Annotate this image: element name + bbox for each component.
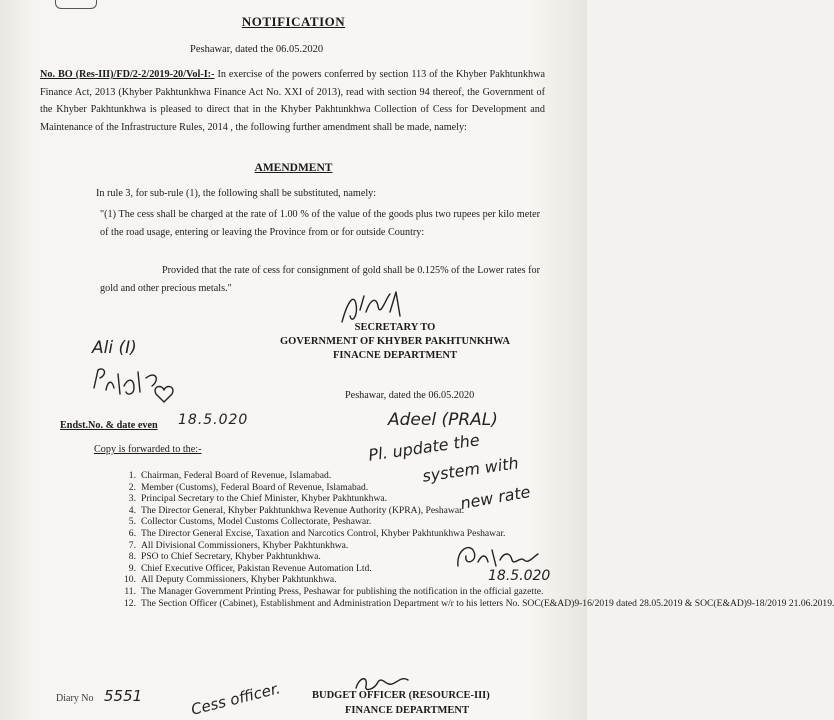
handwritten-note-line-2: system with — [421, 453, 520, 486]
endst-issue-date: Peshawar, dated the 06.05.2020 — [345, 390, 475, 401]
recipient-item: 7. All Divisional Commissioners, Khyber Pakhtunkhwa. — [128, 539, 349, 551]
cess-rate-text: "(1) The cess shall be charged at the rate of 1.00 % of the value of the goods plus two rupees per kilo meter of the road usage, entering or leaving the Province from or for outside Country: — [100, 209, 540, 238]
handwritten-diary-number: 5551 — [104, 687, 143, 705]
issue-date: Peshawar, dated the 06.05.2020 — [190, 44, 324, 55]
diary-number-label: Diary No — [56, 693, 94, 704]
document-title: NOTIFICATION — [241, 14, 346, 29]
handwritten-cess-officer: Cess officer. — [189, 679, 283, 719]
header-seal-edge — [55, 0, 97, 9]
recipient-item: 9. Chief Executive Officer, Pakistan Revenue Automation Ltd. — [128, 562, 372, 574]
recipient-item: 10. All Deputy Commissioners, Khyber Pakhtunkhwa. — [124, 574, 337, 586]
handwritten-note-line-1: Pl. update the — [367, 430, 481, 465]
reference-number: No. BO (Res-III)/FD/2-2/2019-20/Vol-I:- — [40, 69, 215, 80]
copy-forwarded-label: Copy is forwarded to the:- — [94, 444, 202, 455]
handwritten-adeel: Adeel (PRAL) — [388, 410, 498, 430]
amendment-heading: AMENDMENT — [254, 162, 333, 174]
recipient-item: 5. Collector Customs, Model Customs Collectorate, Peshawar. — [128, 516, 372, 528]
recipient-item: 12. The Section Officer (Cabinet), Establishment and Administration Department w/r to his letters No. SOC(E&AD)9-16/2019 dated 28.05.2019 & SOC(E&AD)9-18/2019 21.06.2019. — [124, 597, 834, 609]
proviso-text: Provided that the rate of cess for consignment of gold shall be 0.125% of the Lower rates for gold and other precious metals." — [100, 265, 540, 294]
endst-label: Endst.No. & date even — [60, 420, 158, 431]
handwritten-ali: Ali (I) — [92, 338, 137, 358]
handwritten-endst-date: 18.5.020 — [178, 412, 249, 428]
signatory-line-2: GOVERNMENT OF KHYBER PAKHTUNKHWA — [280, 336, 510, 347]
handwritten-sign-date: 18.5.020 — [488, 568, 551, 584]
budget-officer-department: FINANCE DEPARTMENT — [345, 705, 469, 716]
signatory-line-3: FINACNE DEPARTMENT — [333, 350, 457, 361]
initials-signature — [90, 364, 190, 406]
recipient-item: 4. The Director General, Khyber Pakhtunkhwa Revenue Authority (KPRA), Peshawar. — [128, 504, 465, 516]
intro-paragraph — [40, 66, 545, 136]
recipient-item: 1. Chairman, Federal Board of Revenue, Islamabad. — [128, 470, 332, 481]
recipient-item: 3. Principal Secretary to the Chief Minister, Khyber Pakhtunkhwa. — [128, 493, 388, 505]
budget-officer-title: BUDGET OFFICER (RESOURCE-III) — [312, 690, 490, 701]
handwritten-note-line-3: new rate — [458, 482, 532, 513]
recipient-item: 2. Member (Customs), Federal Board of Revenue, Islamabad. — [128, 481, 369, 493]
recipient-item: 6. The Director General Excise, Taxation and Narcotics Control, Khyber Pakhtunkhwa Peshawar. — [128, 527, 506, 539]
intro-text: In exercise of the powers conferred by section 113 of the Khyber Pakhtunkhwa Finance Act, 2013 (Khyber Pakhtunkhwa Finance Act No. XXI of 2013), read with section 94 thereof, the Government of the Khyber Pakhtunkhwa is pleased to direct that in the Khyber Pakhtunkhwa Collection of Cess for Development and Maintenance of the Infrastructure Rules, 2014 , the following further amendment shall be made, namely: — [40, 69, 546, 133]
rule-text: In rule 3, for sub-rule (1), the following shall be substituted, namely: — [96, 188, 377, 199]
recipient-item: 11. The Manager Government Printing Press, Peshawar for publishing the notification in the official gazette. — [124, 585, 544, 597]
signatory-line-1: SECRETARY TO — [354, 322, 436, 333]
recipient-item: 8. PSO to Chief Secretary, Khyber Pakhtunkhwa. — [128, 551, 321, 563]
